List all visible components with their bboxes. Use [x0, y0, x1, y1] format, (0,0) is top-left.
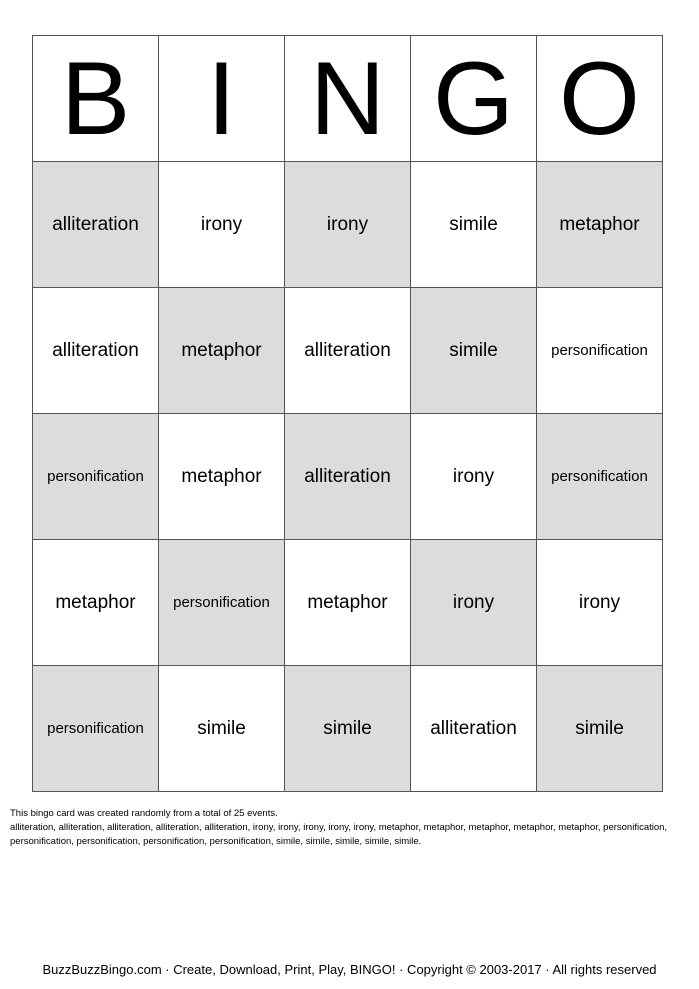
bingo-card	[32, 35, 663, 792]
card-cell: metaphor	[285, 540, 411, 666]
card-cell: simile	[411, 162, 537, 288]
header-letter-n: N	[285, 36, 411, 162]
header-letter-o: O	[537, 36, 663, 162]
card-row	[33, 162, 663, 288]
card-cell: simile	[537, 666, 663, 792]
card-cell: alliteration	[285, 288, 411, 414]
card-info-events: alliteration, alliteration, alliteration, alliteration, alliteration, irony, irony, irony, irony, irony, metaphor, metaphor, metaphor, metaphor, metaphor, personification, personification, personification, personification, personification, simile, simile, simile, simile, simile.	[10, 822, 668, 847]
card-cell: alliteration	[33, 288, 159, 414]
card-cell: metaphor	[537, 162, 663, 288]
card-cell: metaphor	[159, 414, 285, 540]
card-cell: simile	[285, 666, 411, 792]
card-info	[10, 807, 694, 849]
card-cell: personification	[537, 288, 663, 414]
card-row	[33, 288, 663, 414]
footer-text: BuzzBuzzBingo.com · Create, Download, Print, Play, BINGO! · Copyright © 2003-2017 · All rights reserved	[42, 962, 657, 977]
header-letter-g: G	[411, 36, 537, 162]
card-cell: irony	[285, 162, 411, 288]
card-cell: irony	[411, 414, 537, 540]
card-cell: alliteration	[33, 162, 159, 288]
card-row	[33, 414, 663, 540]
header-letter-i: I	[159, 36, 285, 162]
header-letter-b: B	[33, 36, 159, 162]
card-cell: metaphor	[33, 540, 159, 666]
card-cell: alliteration	[285, 414, 411, 540]
card-cell: simile	[411, 288, 537, 414]
card-cell: simile	[159, 666, 285, 792]
card-cell: metaphor	[159, 288, 285, 414]
card-cell: personification	[537, 414, 663, 540]
card-row	[33, 540, 663, 666]
card-row	[33, 666, 663, 792]
header-row	[33, 36, 663, 162]
card-info-summary: This bingo card was created randomly from a total of 25 events.	[10, 808, 278, 819]
card-cell: personification	[33, 414, 159, 540]
card-cell: irony	[159, 162, 285, 288]
card-cell: alliteration	[411, 666, 537, 792]
card-cell: irony	[537, 540, 663, 666]
card-cell: personification	[33, 666, 159, 792]
card-cell: irony	[411, 540, 537, 666]
card-cell: personification	[159, 540, 285, 666]
